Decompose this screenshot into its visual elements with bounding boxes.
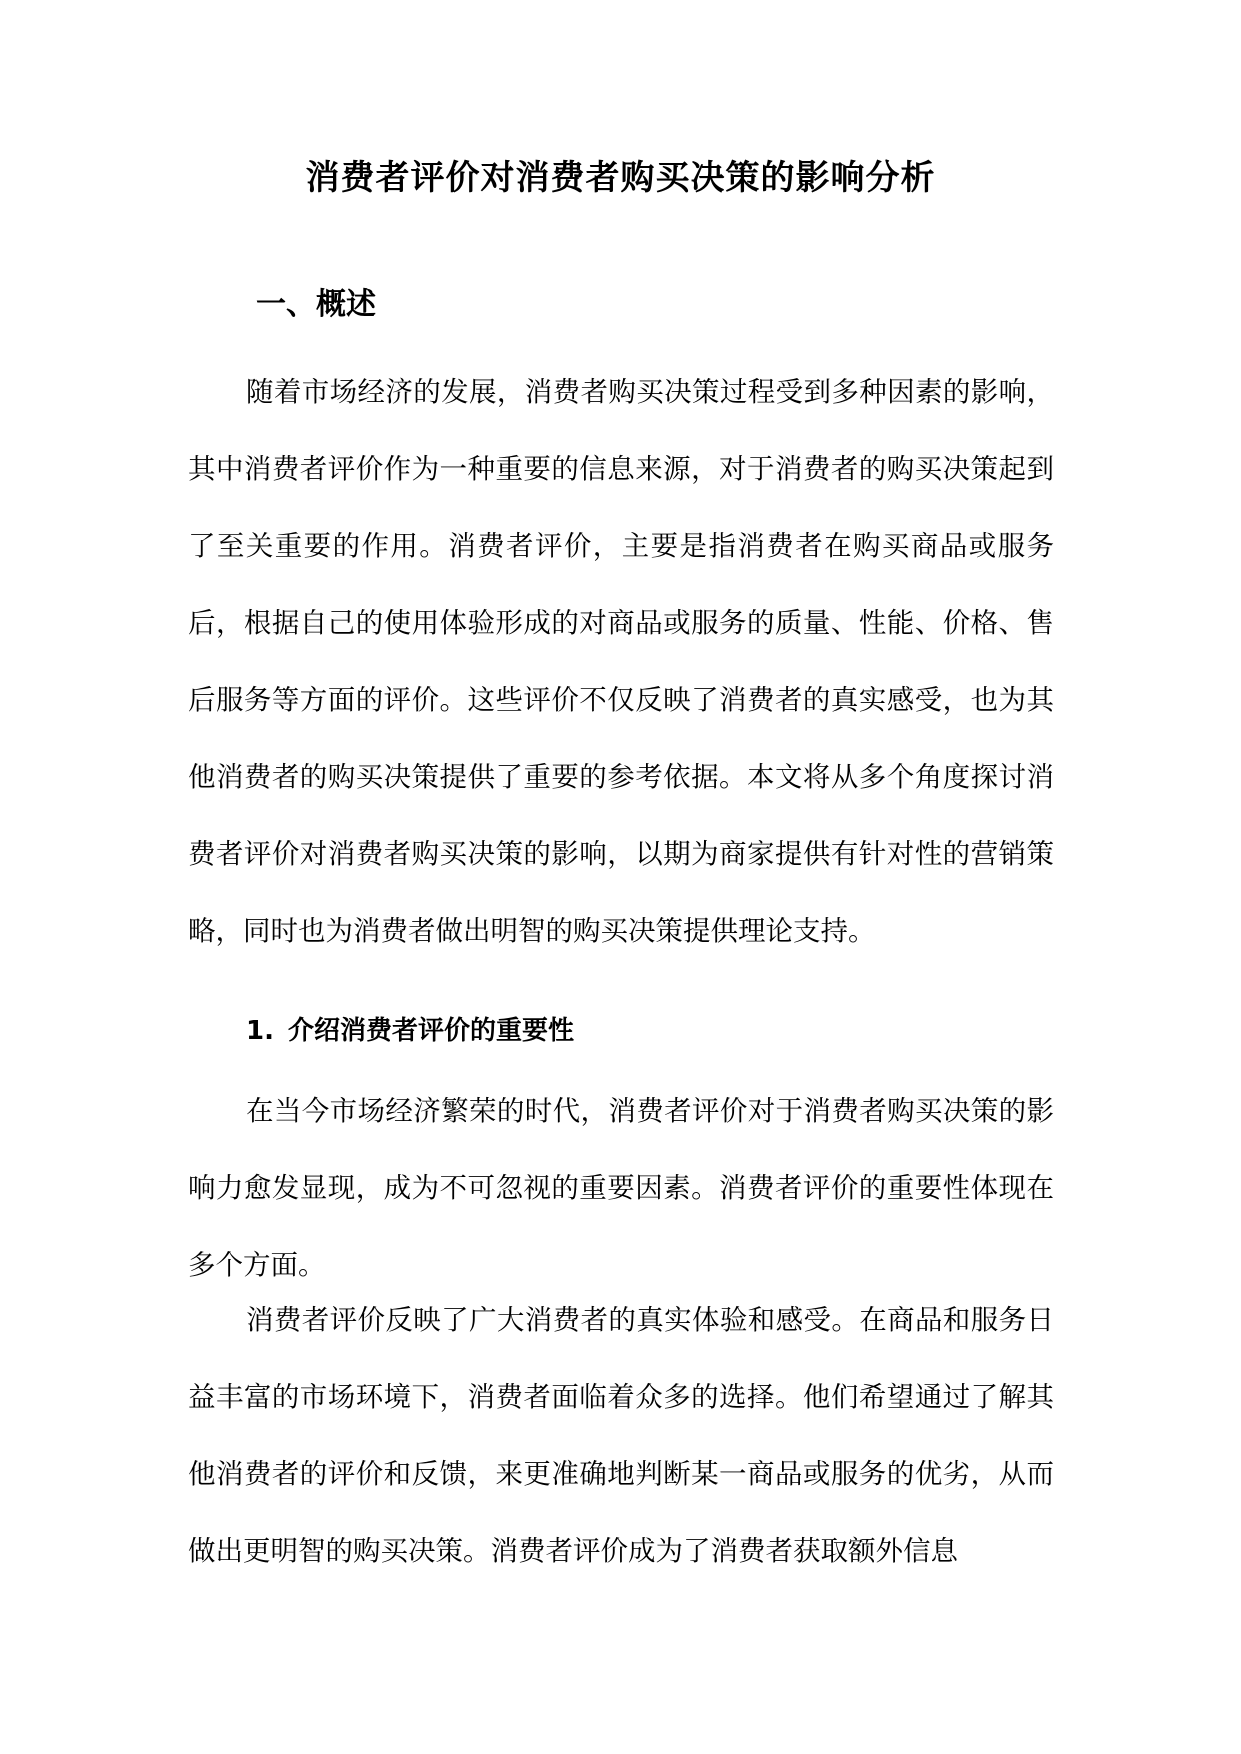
subsection-number: 1. (246, 1016, 274, 1046)
overview-paragraph: 随着市场经济的发展，消费者购买决策过程受到多种因素的影响，其中消费者评价作为一种重要的信息来源，对于消费者的购买决策起到了至关重要的作用。消费者评价，主要是指消费者在购买商品或服务后，根据自己的使用体验形成的对商品或服务的质量、性能、价格、售后服务等方面的评价。这些评价不仅反映了消费者的真实感受，也为其他消费者的购买决策提供了重要的参考依据。本文将从多个角度探讨消费者评价对消费者购买决策的影响，以期为商家提供有针对性的营销策略，同时也为消费者做出明智的购买决策提供理论支持。 (188, 376, 1054, 947)
importance-paragraph-2: 消费者评价反映了广大消费者的真实体验和感受。在商品和服务日益丰富的市场环境下，消费者面临着众多的选择。他们希望通过了解其他消费者的评价和反馈，来更准确地判断某一商品或服务的优劣，从而做出更明智的购买决策。消费者评价成为了消费者获取额外信息 (188, 1304, 1054, 1567)
importance-paragraph-1: 在当今市场经济繁荣的时代，消费者评价对于消费者购买决策的影响力愈发显现，成为不可忽视的重要因素。消费者评价的重要性体现在多个方面。 (188, 1095, 1054, 1281)
subsection-heading-text: 介绍消费者评价的重要性 (287, 1016, 574, 1046)
document-title: 消费者评价对消费者购买决策的影响分析 (305, 158, 936, 198)
section-heading-overview: 一、概述 (256, 287, 376, 322)
subsection-heading (246, 1003, 574, 1059)
